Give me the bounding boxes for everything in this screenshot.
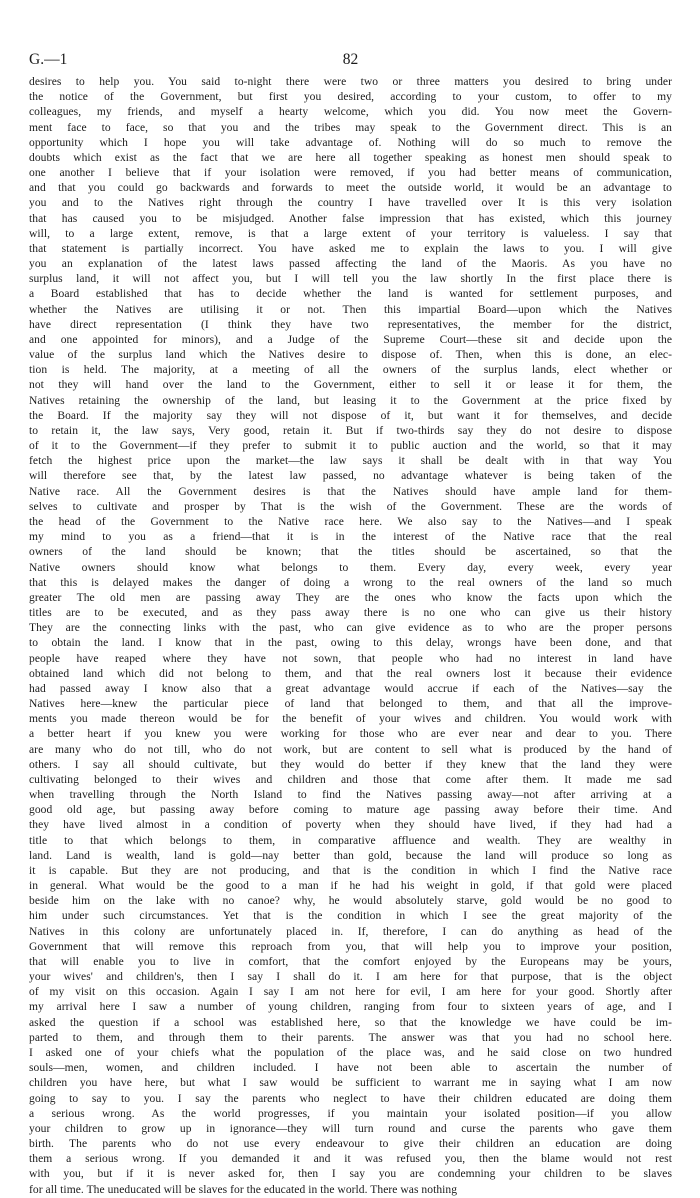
text-line: Native owners should know what belongs to them. Every day, every week, every year xyxy=(29,561,672,574)
text-line: and that you could go backwards and forwards to meet the outside world, it would be an advantage to xyxy=(29,182,672,195)
body-text xyxy=(29,75,672,1198)
text-line: value of the surplus land which the Natives desire to dispose of. Then, when this is done, an elec- xyxy=(29,349,672,362)
text-line: beside him on the lake with no canoe? why, he would absolutely starve, gold would be no good to xyxy=(29,895,672,908)
text-line: you an explanation of the latest laws passed affecting the land of the Maoris. As you have no xyxy=(29,258,672,271)
text-line: they have lived almost in a condition of poverty when they should have lived, if they had had a xyxy=(29,819,672,832)
text-line: that has caused you to be misjudged. Another false impression that has existed, which this journey xyxy=(29,212,672,225)
text-line: colleagues, my friends, and myself a hearty welcome, which you did. You now meet the Govern- xyxy=(29,106,672,119)
text-line: opportunity which I hope you will take advantage of. Nothing will do so much to remove the xyxy=(29,136,672,149)
text-line: my arrival here I saw a number of young children, ranging from four to sixteen years of age, and I xyxy=(29,1001,672,1014)
text-line: the head of the Government to the Native race here. We also say to the Natives—and I speak xyxy=(29,515,672,528)
text-line: my mind to you as a friend—that it is in the interest of the Native race that the real xyxy=(29,531,672,544)
text-line: whether the Natives are utilising it or not. Then this impartial Board—upon which the Natives xyxy=(29,303,672,316)
text-line: Natives here—knew the particular piece of land that belonged to them, and that all the improve- xyxy=(29,698,672,711)
text-line: them a serious wrong. If you demanded it and it was refused you, then the blame would not rest xyxy=(29,1153,672,1166)
text-line: going to say to you. I say the parents who neglect to have their children educated are doing them xyxy=(29,1092,672,1105)
text-line: had passed away I know also that a great advantage would accrue if each of the Natives—say the xyxy=(29,682,672,695)
text-line: when travelling through the North Island to find the Natives passing away—not after arriving at a xyxy=(29,789,672,802)
text-line: fetch the highest price upon the market—the law says it shall be dealt with in that way You xyxy=(29,455,672,468)
text-line: to obtain the land. I know that in the past, owing to this delay, wrongs have been done, and that xyxy=(29,637,672,650)
text-line: your wives' and children's, then I say I shall do it. I am here for that purpose, that is the object xyxy=(29,971,672,984)
text-line: that will enable you to live in comfort, that the comfort enjoyed by the Europeans may be yours, xyxy=(29,955,672,968)
text-line: to retain it, the law says, Very good, retain it. But if two-thirds say they do not desire to dispose xyxy=(29,424,672,437)
text-line: will, to a large extent, remove, is that a large extent of your territory is valueless. I say that xyxy=(29,227,672,240)
text-line: titles are to be executed, and as they pass away there is no one who can give us their history xyxy=(29,607,672,620)
text-line: good old age, but passing away before coming to mature age passing away before their time. And xyxy=(29,804,672,817)
text-line: for all time. The uneducated will be slaves for the educated in the world. There was nothing xyxy=(29,1183,458,1196)
text-line: the Board. If the majority say they will not dispose of it, but want it for themselves, and decide xyxy=(29,409,672,422)
text-line: birth. The parents who do not use every endeavour to give their children an education are doing xyxy=(29,1138,672,1151)
text-line: doubts which exist as the fact that we are here all together speaking as honest men should speak to xyxy=(29,151,672,164)
page-number: 82 xyxy=(342,51,359,68)
text-line: a better heart if you knew you were working for those who are ever near and dear to you. There xyxy=(29,728,672,741)
text-line: Native race. All the Government desires is that the Natives should have ample land for them- xyxy=(29,485,672,498)
text-line: ments you made thereon would be for the benefit of your wives and children. You would work with xyxy=(29,713,672,726)
text-line: asked the question if a school was established here, so that the knowledge we have could be im- xyxy=(29,1016,672,1029)
text-line: Natives retaining the ownership of the land, but leasing it to the Government at the price fixed by xyxy=(29,394,672,407)
text-line: that statement is partially incorrect. You have asked me to explain the laws to you. I will give xyxy=(29,242,672,255)
text-line: with you, but if it is never asked for, then I say you are condemning your children to be slaves xyxy=(29,1168,672,1181)
text-line: They are the connecting links with the past, who can give evidence as to who are the proper persons xyxy=(29,622,672,635)
text-line: greater The old men are passing away They are the ones who know the facts upon which the xyxy=(29,591,672,604)
text-line: obtained land which did not belong to them, and that the real owners lost it because their evidence xyxy=(29,667,672,680)
text-line: people have reaped where they have not sown, that people who had no interest in land have xyxy=(29,652,672,665)
text-line: your children to grow up in ignorance—they will turn round and curse the parents who gave them xyxy=(29,1122,672,1135)
text-line: owners of the land should be known; that the titles should be ascertained, so that the xyxy=(29,546,672,559)
text-line: souls—men, women, and children included. I have not been able to ascertain the number of xyxy=(29,1062,672,1075)
text-line: children you have here, but what I saw would be sufficient to warrant me in saying what I am now xyxy=(29,1077,672,1090)
text-line: parted to them, and through them to their parents. The answer was that you had no school here. xyxy=(29,1031,672,1044)
text-line: that this is delayed makes the danger of doing a wrong to the real owners of the land so much xyxy=(29,576,672,589)
text-line: of it to the Government—if they prefer to submit it to public auction and the world, so that it may xyxy=(29,440,672,453)
text-line: the notice of the Government, but first you desired, according to your custom, to offer to my xyxy=(29,91,672,104)
text-line: surplus land, it will not affect you, but I will tell you the law shortly In the first place there is xyxy=(29,273,672,286)
text-line: I asked one of your chiefs what the population of the place was, and he said close on two hundred xyxy=(29,1047,672,1059)
text-line: others. I say all should cultivate, but they would do better if they knew that the land they were xyxy=(29,758,672,771)
text-line: you and to the Natives right through the country I have travelled over It is this very isolation xyxy=(29,197,672,210)
text-line: tion is held. The majority, at a meeting of all the owners of the surplus lands, elect whether or xyxy=(29,364,672,377)
text-line: and one appointed for minors), and a Judge of the Supreme Court—these sit and decide upon the xyxy=(29,333,672,346)
text-line: selves to cultivate and prosper by That is the wish of the Government. These are the words of xyxy=(29,500,672,513)
text-line: are many who do not till, who do not work, but are content to sell what is produced by the hand of xyxy=(29,743,672,756)
text-line: a serious wrong. As the world progresses, if you maintain your isolated position—if you allow xyxy=(29,1107,672,1120)
text-line: land. Land is wealth, land is gold—nay better than gold, because the land will produce so long as xyxy=(29,849,672,862)
text-line: Government that will remove this reproach from you, that will help you to improve your position, xyxy=(29,940,672,953)
text-line: title to that which belongs to them, in comparative affluence and wealth. They are wealthy in xyxy=(29,834,672,847)
text-line: of my visit on this occasion. Again I say I am not here for evil, I am here for your good. Shortly after xyxy=(29,986,672,999)
text-line: not they will hand over the land to the Government, either to sell it or lease it for them, the xyxy=(29,379,672,392)
text-line: Natives in this colony are unfortunately placed in. If, therefore, I can do anything as head of the xyxy=(29,925,672,938)
page-header xyxy=(29,51,672,71)
text-line: have direct representation (I think they have two representatives, the member for the district, xyxy=(29,318,672,331)
text-line: one another I believe that if your isolation were removed, if you had better means of communication, xyxy=(29,167,672,180)
text-line: it is capable. But they are not producing, and that is the condition in which I find the Native race xyxy=(29,864,672,877)
text-line: a Board established that has to decide whether the land is wanted for settlement purposes, and xyxy=(29,288,672,301)
text-line: ment face to face, so that you and the tribes may speak to the Government direct. This is an xyxy=(29,121,672,134)
text-line: in general. What would be the good to a man if he had his weight in gold, if that gold were placed xyxy=(29,880,672,893)
text-line: desires to help you. You said to-night there were two or three matters you desired to bring under xyxy=(29,76,672,88)
text-line: him under such circumstances. Yet that is the condition in which I see the great majority of the xyxy=(29,910,672,923)
text-line: cultivating belonged to their wives and children and those that come after them. It made me sad xyxy=(29,773,672,786)
text-line: will therefore see that, by the latest law passed, no advantage whatever is being taken of the xyxy=(29,470,672,483)
document-reference: G.—1 xyxy=(29,51,68,68)
